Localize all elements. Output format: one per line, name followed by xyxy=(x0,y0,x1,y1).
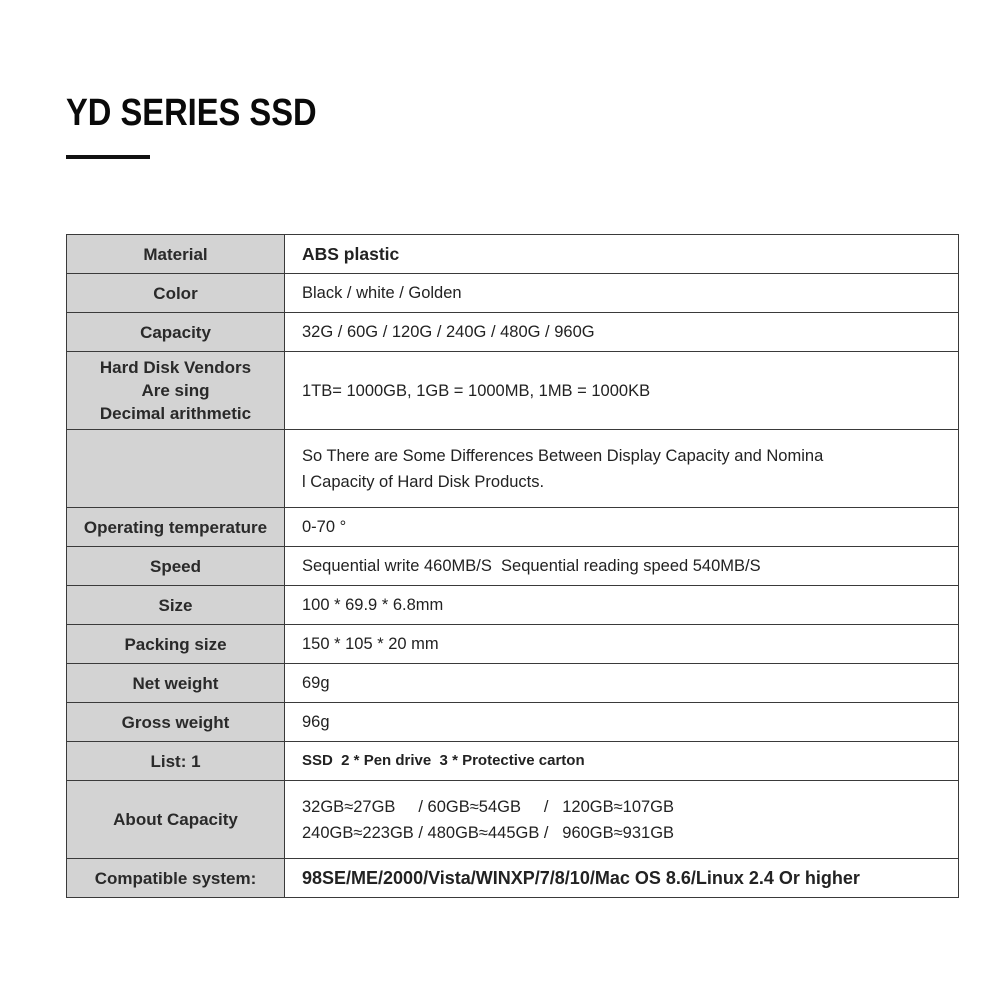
row-label: Speed xyxy=(67,547,285,586)
row-value: 100 * 69.9 * 6.8mm xyxy=(285,586,959,625)
table-row xyxy=(67,430,959,508)
row-label: Color xyxy=(67,274,285,313)
row-label: Operating temperature xyxy=(67,508,285,547)
table-row xyxy=(67,742,959,781)
table-row xyxy=(67,586,959,625)
row-label: Hard Disk Vendors Are sing Decimal arithmetic xyxy=(67,352,285,430)
table-row xyxy=(67,235,959,274)
page-title: YD SERIES SSD xyxy=(66,92,317,134)
row-value: 32G / 60G / 120G / 240G / 480G / 960G xyxy=(285,313,959,352)
table-row xyxy=(67,859,959,898)
row-label: Net weight xyxy=(67,664,285,703)
row-value: SSD 2 * Pen drive 3 * Protective carton xyxy=(285,742,959,781)
row-value: Sequential write 460MB/S Sequential reading speed 540MB/S xyxy=(285,547,959,586)
row-value: Black / white / Golden xyxy=(285,274,959,313)
row-value: 96g xyxy=(285,703,959,742)
row-label: Gross weight xyxy=(67,703,285,742)
table-row xyxy=(67,274,959,313)
table-row xyxy=(67,352,959,430)
table-row xyxy=(67,313,959,352)
row-value: 1TB= 1000GB, 1GB = 1000MB, 1MB = 1000KB xyxy=(285,352,959,430)
table-row xyxy=(67,625,959,664)
row-value: 98SE/ME/2000/Vista/WINXP/7/8/10/Mac OS 8.6/Linux 2.4 Or higher xyxy=(285,859,959,898)
table-row xyxy=(67,508,959,547)
row-label: Packing size xyxy=(67,625,285,664)
row-label: Material xyxy=(67,235,285,274)
row-label: List: 1 xyxy=(67,742,285,781)
row-label: Size xyxy=(67,586,285,625)
table-row xyxy=(67,664,959,703)
table-row xyxy=(67,547,959,586)
row-value: 69g xyxy=(285,664,959,703)
row-value: ABS plastic xyxy=(285,235,959,274)
row-label xyxy=(67,430,285,508)
row-label: Compatible system: xyxy=(67,859,285,898)
row-value: So There are Some Differences Between Display Capacity and Nomina l Capacity of Hard Disk Products. xyxy=(285,430,959,508)
table-row xyxy=(67,781,959,859)
row-value: 32GB≈27GB / 60GB≈54GB / 120GB≈107GB 240GB≈223GB / 480GB≈445GB / 960GB≈931GB xyxy=(285,781,959,859)
row-label: About Capacity xyxy=(67,781,285,859)
table-row xyxy=(67,703,959,742)
row-label: Capacity xyxy=(67,313,285,352)
spec-table xyxy=(66,234,959,898)
title-underline xyxy=(66,155,150,159)
row-value: 0-70 ° xyxy=(285,508,959,547)
row-value: 150 * 105 * 20 mm xyxy=(285,625,959,664)
